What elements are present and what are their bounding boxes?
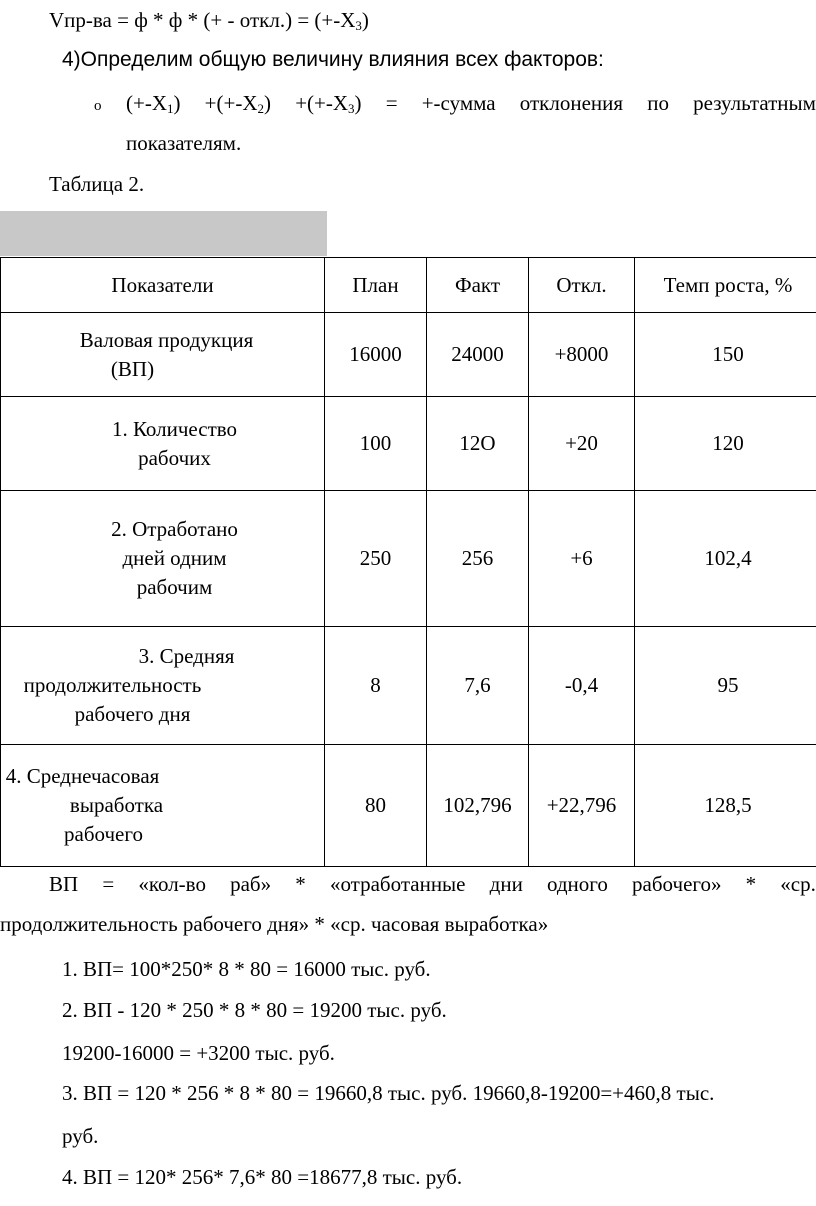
growth-cell: 150 [635,313,816,397]
bullet-word: результатным [693,91,816,115]
bullet-word: +-сумма [421,91,496,115]
calc-line-4: 4. ВП = 120* 256* 7,6* 80 =18677,8 тыс. руб. [62,1165,463,1189]
bullet-line-2: показателям. [126,131,242,155]
indicator-line: Валовая продукция [79,327,254,352]
plan-cell: 8 [325,627,427,745]
formula-word: дни [489,872,523,896]
bullet-term-2: $+(+-Х_2)$ [204,91,272,116]
fact-cell: 12О [427,397,529,491]
table-row [1,397,816,491]
plan-cell: 80 [325,745,427,867]
indicator-cell [1,313,325,397]
formula-line [49,8,369,33]
calc-line-2: 2. ВП - 120 * 250 * 8 * 80 = 19200 тыс. руб. [62,998,447,1022]
indicator-cell [1,491,325,627]
formula-word: «кол-во [138,872,206,896]
bullet-word: отклонения [519,91,624,115]
bullet-word: по [647,91,669,115]
table-row [1,745,816,867]
indicator-line: выработка [69,793,164,817]
calc-line-2b: 19200-16000 = +3200 тыс. руб. [62,1041,335,1065]
fact-cell: 102,796 [427,745,529,867]
indicator-line: 4. Среднечасовая [5,764,160,788]
formula-word: * [295,872,306,896]
formula-word: ВП [49,872,79,896]
table-row [1,627,816,745]
growth-cell: 102,4 [635,491,816,627]
bottom-formula-line-2: продолжительность рабочего дня» * «ср. часовая выработка» [0,912,549,936]
formula-word: раб» [230,872,272,896]
indicator-line: (ВП) [110,356,155,381]
header-cell: Откл. [529,258,635,313]
formula-word: рабочего» [632,872,722,896]
step4-heading: 4)Определим общую величину влияния всех факторов: [62,48,604,71]
gray-header-bar [0,211,327,256]
indicator-line: продолжительность [23,673,202,697]
formula-word: «отработанные [329,872,466,896]
table-row [1,313,816,397]
formula-word: * [745,872,757,896]
deviation-cell: +22,796 [529,745,635,867]
fact-cell: 256 [427,491,529,627]
indicator-line: рабочим [136,575,213,599]
fact-cell: 24000 [427,313,529,397]
deviation-cell: -0,4 [529,627,635,745]
table-caption: Таблица 2. [49,172,145,196]
plan-cell: 100 [325,397,427,491]
bottom-formula-line [49,872,816,897]
formula-text: Vпр-ва = ф * ф * (+ - откл.) = (+-Х [49,8,356,32]
deviation-cell: +20 [529,397,635,491]
indicator-line: дней одним [122,546,227,570]
data-table [0,257,816,867]
indicator-line: 3. Средняя [138,644,235,668]
bullet-icon: o [94,98,102,114]
indicator-cell [1,627,325,745]
indicator-cell [1,397,325,491]
fact-cell: 7,6 [427,627,529,745]
header-cell: Темп роста, % [635,258,816,313]
formula-end: ) [361,8,369,32]
table-row [1,491,816,627]
bullet-term-3: $+(+-Х_3)$ [295,91,362,116]
indicator-line: 1. Количество [111,416,238,441]
table-header-row [1,258,816,313]
plan-cell: 250 [325,491,427,627]
indicator-line: рабочих [138,445,211,470]
formula-word: «ср. [780,872,816,896]
growth-cell: 95 [635,627,816,745]
header-cell: Показатели [1,258,325,313]
growth-cell: 120 [635,397,816,491]
deviation-cell: +8000 [529,313,635,397]
formula-word: = [102,872,115,896]
bullet-term-1: $(+-Х_1)$ [126,91,181,116]
indicator-cell [1,745,325,867]
formula-subscript: 3 [355,18,362,33]
growth-cell: 128,5 [635,745,816,867]
header-cell: Факт [427,258,529,313]
calc-line-3: 3. ВП = 120 * 256 * 8 * 80 = 19660,8 тыс. руб. 19660,8-19200=+460,8 тыс. [62,1081,715,1105]
deviation-cell: +6 [529,491,635,627]
plan-cell: 16000 [325,313,427,397]
calc-line-1: 1. ВП= 100*250* 8 * 80 = 16000 тыс. руб. [62,957,431,981]
indicator-line: рабочего [64,822,143,846]
indicator-line: рабочего дня [74,702,191,726]
indicator-line: 2. Отработано [111,517,238,541]
bullet-word: = [385,91,398,115]
header-cell: План [325,258,427,313]
bullet-line [126,91,816,116]
formula-word: одного [546,872,608,896]
calc-line-3b: руб. [62,1124,99,1148]
